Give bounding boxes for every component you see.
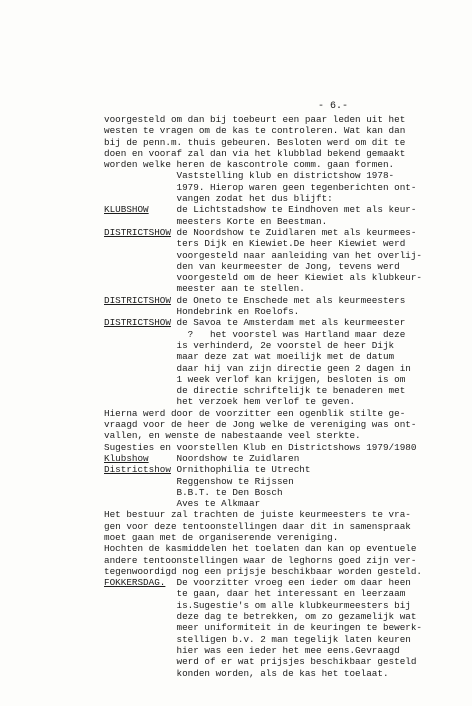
- line-text: de Oneto te Enschede met als keurmeesters: [170, 294, 406, 306]
- line-text: vraagd voor de heer de Jong welke de vereniging was ont-: [104, 419, 417, 431]
- line-text: maar deze zat wat moeilijk met de datum: [104, 351, 395, 363]
- line-text: Hondebrink en Roelofs.: [104, 306, 300, 318]
- line-text: vallen, en wenste de nabestaande veel sterkte.: [104, 430, 361, 442]
- line-text: te gaan, daar het interessant en leerzaam: [104, 588, 406, 600]
- line-text: westen te vragen om de kas te controleren. Wat kan dan: [104, 125, 406, 137]
- text-line: [104, 555, 464, 566]
- section-label: Klubshow: [104, 452, 149, 464]
- text-line: [104, 250, 464, 261]
- text-line: [104, 498, 464, 509]
- text-line: [104, 656, 464, 667]
- line-text: meer uniformiteit in de keuringen te bewerk-: [104, 622, 423, 634]
- text-line: [104, 170, 464, 181]
- text-line: [104, 566, 464, 577]
- text-line: [104, 577, 464, 588]
- text-line: [104, 532, 464, 543]
- line-text: voorgesteld naar aanleiding van het overlij-: [104, 249, 423, 261]
- text-line: [104, 622, 464, 633]
- line-text: Sugesties en voorstellen Klub en Districtshows 1979/1980: [104, 441, 417, 453]
- text-line: [104, 487, 464, 498]
- line-text: ters Dijk en Kiewiet.De heer Kiewiet werd: [104, 238, 406, 250]
- line-text: hier was een ieder het mee eens.Gevraagd: [104, 644, 400, 656]
- text-line: [104, 261, 464, 272]
- line-text: het verzoek hem verlof te geven.: [104, 396, 356, 408]
- line-text: daar hij van zijn directie geen 2 dagen in: [104, 362, 411, 374]
- line-text: voorgesteld om de heer Kiewiet als klubkeur-: [104, 272, 423, 284]
- text-line: [104, 645, 464, 656]
- line-text: voorgesteld om dan bij toebeurt een paar leden uit het: [104, 114, 406, 125]
- line-text: De voorzitter vroeg een ieder om daar heen: [165, 577, 411, 589]
- text-line: [104, 137, 464, 148]
- section-label: FOKKERSDAG.: [104, 577, 166, 589]
- text-line: [104, 283, 464, 294]
- text-line: [104, 408, 464, 419]
- text-line: [104, 374, 464, 385]
- line-text: stelligen b.v. 2 man tegelijk laten keuren: [104, 633, 411, 645]
- line-text: deze dag te betrekken, om zo gezamelijk wat: [104, 611, 417, 623]
- line-text: tegenwoordigd nog een prijsje beschikbaar worden gesteld.: [104, 565, 423, 577]
- text-line: [104, 182, 464, 193]
- text-line: [104, 204, 464, 215]
- line-text: werd of er wat prijsjes beschikbaar gesteld: [104, 656, 417, 668]
- line-text: Noordshow te Zuidlaren: [148, 452, 300, 464]
- line-text: de Lichtstadshow te Eindhoven met als keur-: [148, 204, 417, 216]
- line-text: gen voor deze tentoonstellingen daar dit in samenspraak: [104, 520, 411, 532]
- line-text: meesters Korte en Beestman.: [104, 215, 328, 227]
- text-line: [104, 227, 464, 238]
- text-line: [104, 216, 464, 227]
- line-text: de Savoa te Amsterdam met als keurmeester: [170, 317, 406, 329]
- section-label: DISTRICTSHOW: [104, 317, 171, 329]
- line-text: meester aan te stellen.: [104, 283, 305, 295]
- text-line: [104, 193, 464, 204]
- text-line: [104, 317, 464, 328]
- line-text: 1 week verlof kan krijgen, besloten is om: [104, 373, 406, 385]
- line-text: de directie schriftelijk te benaderen met: [104, 385, 406, 397]
- line-text: worden welke heren de kascontrole comm. gaan formen.: [104, 159, 395, 171]
- text-line: [104, 363, 464, 374]
- line-text: Hochten de kasmiddelen het toelaten dan kan op eventuele: [104, 543, 417, 555]
- text-line: [104, 442, 464, 453]
- section-label: KLUBSHOW: [104, 204, 149, 216]
- text-line: [104, 588, 464, 599]
- text-line: [104, 453, 464, 464]
- line-text: doen en vooraf zal dan via het klubblad bekend gemaakt: [104, 147, 406, 159]
- text-line: [104, 419, 464, 430]
- text-line: [104, 238, 464, 249]
- text-line: [104, 306, 464, 317]
- line-text: Vaststelling klub en districtshow 1978-: [104, 170, 395, 182]
- line-text: B.B.T. te Den Bosch: [104, 486, 283, 498]
- line-text: de Noordshow te Zuidlaren met als keurmees-: [170, 226, 417, 238]
- line-text: Aves te Alkmaar: [104, 498, 261, 510]
- line-text: konden worden, als de kas het toelaat.: [104, 667, 389, 679]
- text-line: [104, 509, 464, 520]
- text-line: [104, 543, 464, 554]
- text-line: [104, 114, 464, 125]
- document-body: [104, 114, 464, 679]
- text-line: [104, 329, 464, 340]
- line-text: den van keurmeester de Jong, tevens werd: [104, 260, 400, 272]
- line-text: Hierna werd door de voorzitter een ogenblik stilte ge-: [104, 407, 406, 419]
- line-text: moet gaan met de organiserende vereniging.: [104, 531, 339, 543]
- text-line: [104, 396, 464, 407]
- section-label: DISTRICTSHOW: [104, 226, 171, 238]
- text-line: [104, 272, 464, 283]
- line-text: Het bestuur zal trachten de juiste keurmeesters te vra-: [104, 509, 411, 521]
- section-label: DISTRICTSHOW: [104, 294, 171, 306]
- line-text: vangen zodat het dus blijft:: [104, 193, 333, 205]
- text-line: [104, 611, 464, 622]
- section-label: Districtshow: [104, 464, 171, 476]
- text-line: [104, 476, 464, 487]
- text-line: [104, 464, 464, 475]
- text-line: [104, 668, 464, 679]
- text-line: [104, 148, 464, 159]
- line-text: is verhinderd, 2e voorstel de heer Dijk: [104, 339, 395, 351]
- line-text: Reggenshow te Rijssen: [104, 475, 294, 487]
- text-line: [104, 430, 464, 441]
- line-text: 1979. Hierop waren geen tegenberichten ont-: [104, 181, 417, 193]
- text-line: [104, 351, 464, 362]
- line-text: andere tentoonstellingen waar de leghorns goed zijn ver-: [104, 554, 417, 566]
- text-line: [104, 159, 464, 170]
- text-line: [104, 340, 464, 351]
- text-line: [104, 521, 464, 532]
- text-line: [104, 295, 464, 306]
- line-text: ? het voorstel was Hartland maar deze: [104, 328, 406, 340]
- text-line: [104, 125, 464, 136]
- page-number: - 6.-: [318, 101, 349, 112]
- line-text: is.Sugestie's om alle klubkeurmeesters bij: [104, 599, 411, 611]
- text-line: [104, 600, 464, 611]
- line-text: bij de penn.m. thuis gebeuren. Besloten werd om dit te: [104, 136, 406, 148]
- line-text: Ornithophilia te Utrecht: [170, 464, 311, 476]
- text-line: [104, 634, 464, 645]
- text-line: [104, 385, 464, 396]
